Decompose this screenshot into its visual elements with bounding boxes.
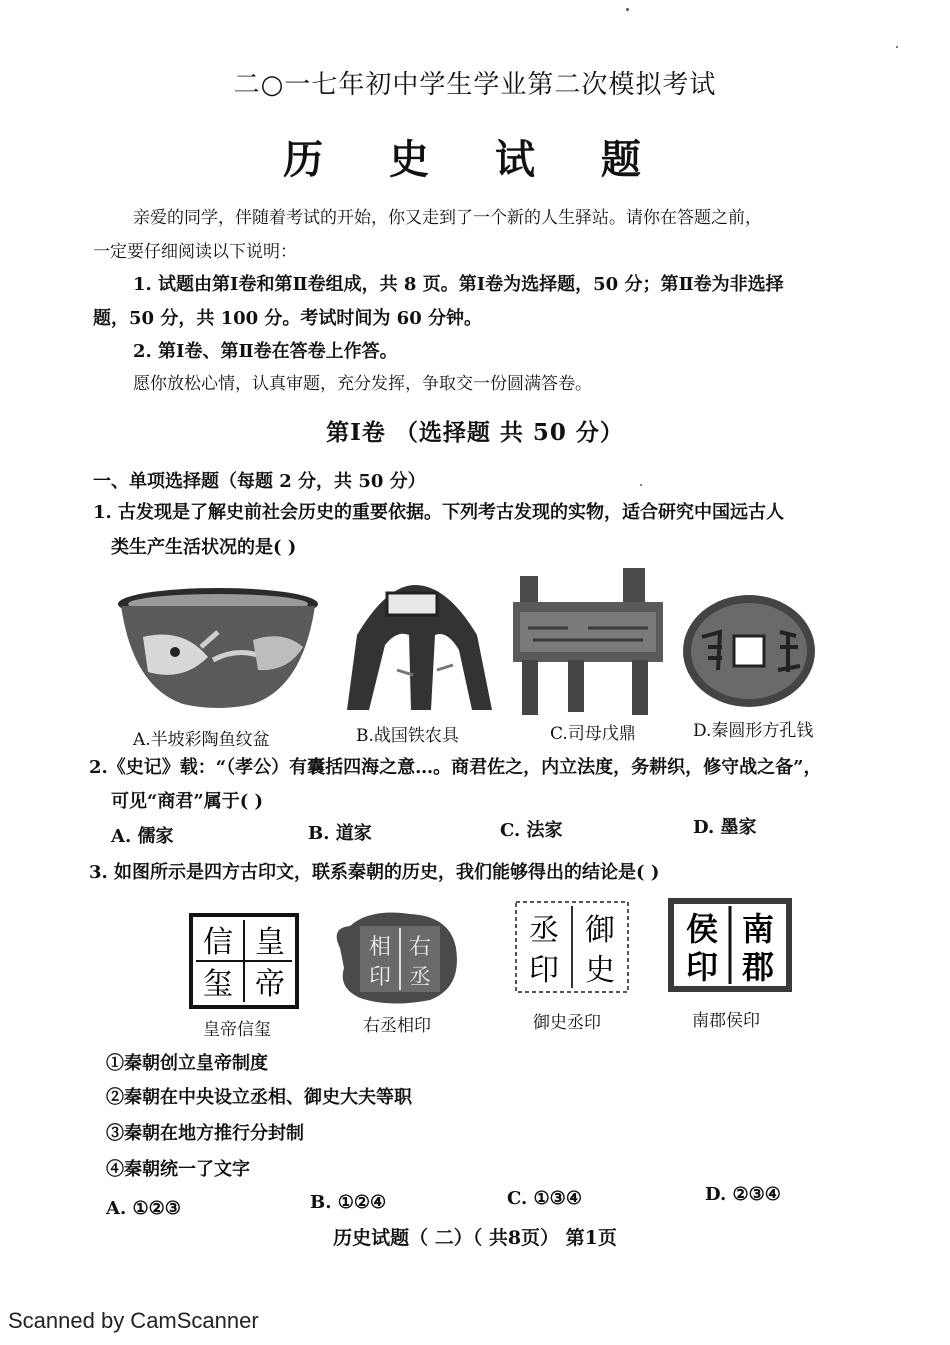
seal-1-char-4: 玺 — [203, 967, 233, 1002]
seal-1-char-2: 帝 — [255, 967, 285, 1002]
section-title: 第Ⅰ卷 （选择题 共 50 分） — [326, 419, 624, 446]
q2-stem-line-2: 可见“商君”属于( ) — [111, 791, 264, 812]
seal-caption-2: 右丞相印 — [363, 1016, 431, 1036]
intro-line-1: 亲爱的同学，伴随着考试的开始，你又走到了一个新的人生驿站。请你在答题之前， — [133, 208, 762, 228]
seal-3-char-3: 丞 — [529, 913, 559, 948]
q1-stem-line-1: 1. 古发现是了解史前社会历史的重要依据。下列考古发现的实物，适合研究中国远古人 — [93, 502, 785, 523]
q1-option-c[interactable]: C.司母戊鼎 — [550, 724, 636, 744]
seal-1-char-1: 皇 — [255, 925, 285, 960]
seal-3-char-4: 印 — [529, 953, 559, 988]
seal-caption-3: 御史丞印 — [533, 1013, 601, 1033]
exam-header: 二○一七年初中学生学业第二次模拟考试 — [233, 70, 717, 100]
q3-option-a[interactable]: A. ①②③ — [106, 1198, 181, 1219]
seal-4-char-2: 郡 — [741, 948, 775, 986]
q2-option-c[interactable]: C. 法家 — [500, 820, 563, 841]
q1-option-d[interactable]: D.秦圆形方孔钱 — [693, 721, 814, 741]
scan-speck — [640, 484, 642, 486]
q2-option-a[interactable]: A. 儒家 — [111, 826, 174, 847]
exam-title: 历 史 试 题 — [283, 136, 667, 183]
seal-2-char-2: 丞 — [408, 965, 432, 990]
q3-statement-1: ①秦朝创立皇帝制度 — [106, 1053, 268, 1074]
seal-caption-4: 南郡侯印 — [692, 1011, 760, 1031]
q1-option-b[interactable]: B.战国铁农具 — [356, 726, 459, 746]
scan-speck — [896, 46, 898, 48]
seal-image-nanjun-houyin — [664, 894, 796, 996]
part-heading: 一、单项选择题（每题 2 分，共 50 分） — [93, 471, 426, 492]
seal-caption-1: 皇帝信玺 — [203, 1020, 271, 1040]
q1-option-a[interactable]: A.半坡彩陶鱼纹盆 — [133, 730, 270, 750]
pottery-basin-image — [113, 582, 323, 712]
scan-speck — [626, 8, 629, 11]
q3-statement-2: ②秦朝在中央设立丞相、御史大夫等职 — [106, 1087, 412, 1108]
q2-option-d[interactable]: D. 墨家 — [693, 817, 757, 838]
q1-stem-line-2: 类生产生活状况的是( ) — [111, 537, 297, 558]
q3-stem: 3. 如图所示是四方古印文，联系秦朝的历史，我们能够得出的结论是( ) — [89, 862, 660, 883]
seal-2-char-1: 右 — [408, 935, 432, 960]
seal-1-char-3: 信 — [203, 925, 233, 960]
seal-image-huangdi-xinxi — [188, 912, 300, 1010]
page-footer: 历史试题（ 二）（ 共8页） 第1页 — [333, 1227, 617, 1249]
seal-4-char-3: 侯 — [685, 910, 719, 948]
q2-option-b[interactable]: B. 道家 — [308, 823, 372, 844]
iron-tool-image — [327, 575, 502, 715]
q3-statement-4: ④秦朝统一了文字 — [106, 1159, 250, 1180]
intro-wish: 愿你放松心情，认真审题，充分发挥，争取交一份圆满答卷。 — [133, 374, 592, 394]
seal-image-you-chengxiang — [330, 908, 462, 1008]
q3-option-d[interactable]: D. ②③④ — [705, 1184, 781, 1205]
scanner-watermark: Scanned by CamScanner — [8, 1308, 259, 1333]
seal-3-char-1: 御 — [585, 913, 615, 948]
seal-4-char-4: 印 — [685, 948, 719, 986]
intro-line-2: 一定要仔细阅读以下说明： — [93, 242, 297, 262]
seal-image-yushi-chengyin — [508, 896, 636, 998]
instruction-1b: 题，50 分，共 100 分。考试时间为 60 分钟。 — [93, 308, 483, 329]
instruction-1a: 1. 试题由第Ⅰ卷和第Ⅱ卷组成，共 8 页。第Ⅰ卷为选择题，50 分；第Ⅱ卷为非选择 — [133, 274, 784, 295]
seal-2-char-3: 相 — [368, 935, 392, 960]
banliang-coin-image — [680, 592, 818, 710]
instruction-2: 2. 第Ⅰ卷、第Ⅱ卷在答卷上作答。 — [133, 341, 398, 362]
ding-cauldron-image — [508, 568, 668, 718]
seal-3-char-2: 史 — [585, 953, 615, 988]
q3-option-c[interactable]: C. ①③④ — [507, 1188, 582, 1209]
seal-4-char-1: 南 — [741, 910, 775, 948]
q2-stem-line-1: 2.《史记》载：“（孝公）有囊括四海之意…。商君佐之，内立法度，务耕织，修守战之备”， — [89, 757, 822, 778]
q3-statement-3: ③秦朝在地方推行分封制 — [106, 1123, 304, 1144]
q3-option-b[interactable]: B. ①②④ — [310, 1192, 387, 1213]
seal-2-char-4: 印 — [368, 965, 392, 990]
